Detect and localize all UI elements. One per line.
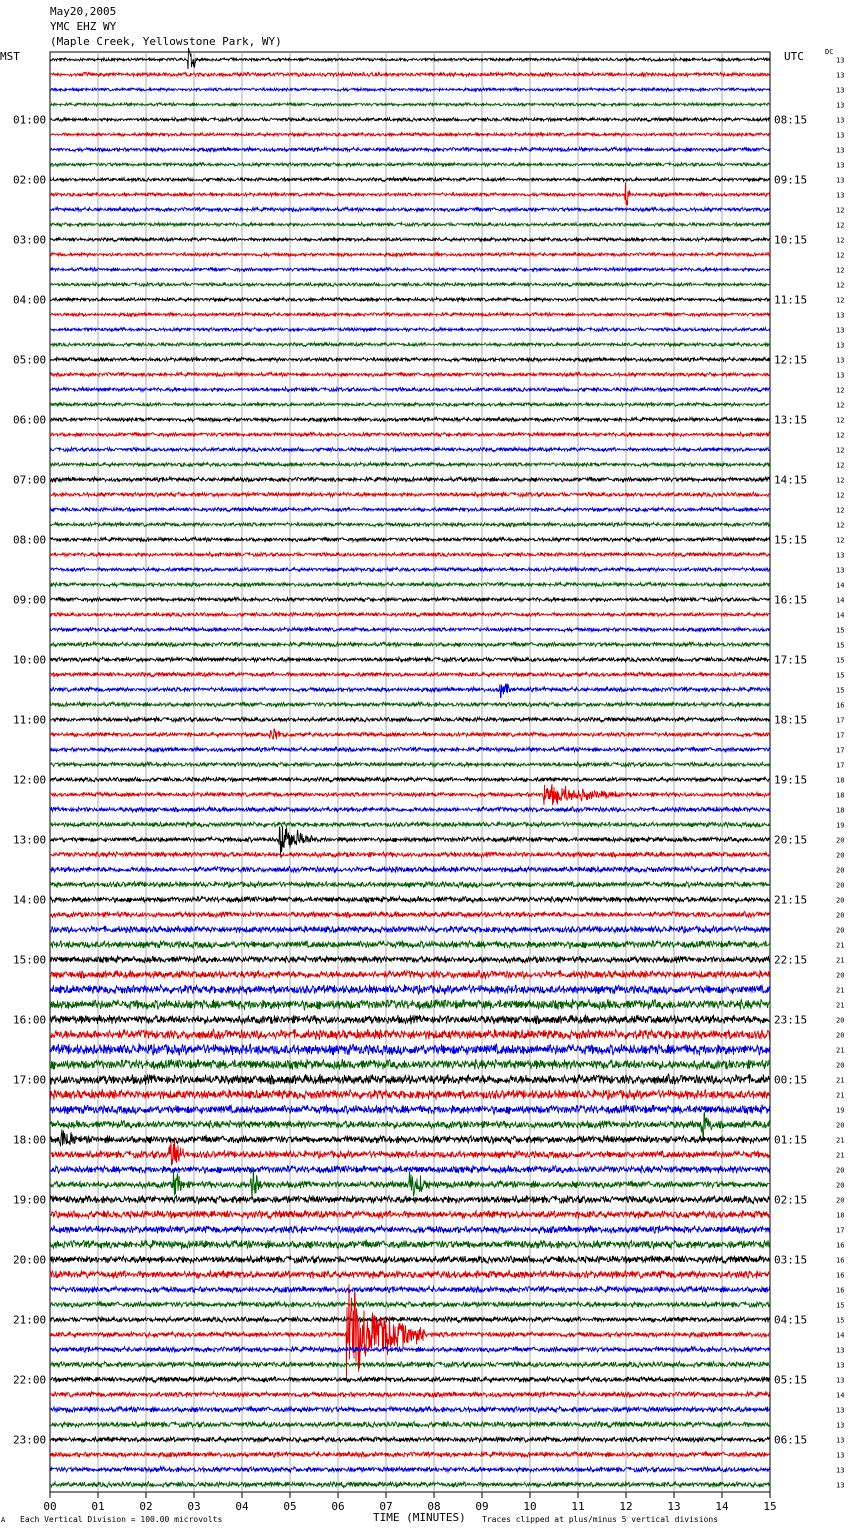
x-tick-label: 04 xyxy=(235,1500,249,1513)
right-hour-label: 11:15 xyxy=(774,293,808,307)
trace-row-22 xyxy=(50,387,770,391)
x-tick-label: 15 xyxy=(763,1500,777,1513)
trace-row-68 xyxy=(50,1074,770,1085)
x-axis-title: TIME (MINUTES) xyxy=(373,1511,466,1524)
dc-offset-label: 15 xyxy=(836,641,845,650)
right-hour-label: 16:15 xyxy=(774,593,808,607)
trace-row-56 xyxy=(50,897,770,903)
dc-offset-label: 13 xyxy=(836,146,845,155)
dc-offset-label: 15 xyxy=(836,626,845,635)
dc-offset-label: 12 xyxy=(836,416,845,425)
trace-row-53 xyxy=(50,852,770,858)
left-hour-label: 19:00 xyxy=(13,1193,47,1207)
station-location: (Maple Creek, Yellowstone Park, WY) xyxy=(50,35,282,48)
left-hour-label: 12:00 xyxy=(13,773,47,787)
trace-row-14 xyxy=(50,268,770,272)
trace-row-67 xyxy=(50,1059,770,1069)
dc-offset-label: 21 xyxy=(836,1151,845,1160)
dc-offset-label: 12 xyxy=(836,206,845,215)
dc-offset-label: 13 xyxy=(836,371,845,380)
dc-offset-label: 13 xyxy=(836,1436,845,1445)
dc-offset-label: 13 xyxy=(836,1376,845,1385)
dc-offset-label: 18 xyxy=(836,1211,845,1220)
trace-row-87 xyxy=(50,1361,770,1367)
dc-offset-label: 14 xyxy=(836,596,845,605)
trace-row-78 xyxy=(50,1225,770,1233)
dc-offset-label: 17 xyxy=(836,1226,845,1235)
clip-note: Traces clipped at plus/minus 5 vertical divisions xyxy=(482,1515,719,1524)
trace-row-90 xyxy=(50,1406,770,1412)
trace-row-39 xyxy=(50,642,770,647)
station-code: YMC EHZ WY xyxy=(50,20,117,33)
dc-offset-label: 19 xyxy=(836,1106,845,1115)
left-hour-label: 22:00 xyxy=(13,1373,47,1387)
dc-offset-label: 20 xyxy=(836,866,845,875)
trace-row-26 xyxy=(50,447,770,451)
dc-offset-label: 13 xyxy=(836,551,845,560)
dc-offset-label: 16 xyxy=(836,1286,845,1295)
dc-offset-label: 20 xyxy=(836,1121,845,1130)
dc-offset-label: 13 xyxy=(836,1406,845,1415)
dc-offset-label: 20 xyxy=(836,1031,845,1040)
dc-offset-label: 13 xyxy=(836,566,845,575)
trace-row-15 xyxy=(50,283,770,287)
left-hour-label: 17:00 xyxy=(13,1073,47,1087)
trace-row-82 xyxy=(50,1286,770,1293)
dc-offset-label: 12 xyxy=(836,506,845,515)
trace-row-76 xyxy=(50,1195,770,1203)
dc-offset-label: 16 xyxy=(836,701,845,710)
trace-row-23 xyxy=(50,403,770,407)
trace-row-57 xyxy=(50,911,770,917)
x-tick-label: 09 xyxy=(475,1500,489,1513)
x-tick-label: 13 xyxy=(667,1500,681,1513)
left-hour-label: 18:00 xyxy=(13,1133,47,1147)
left-hour-label: 06:00 xyxy=(13,413,47,427)
trace-row-45 xyxy=(50,729,770,739)
dc-offset-label: 18 xyxy=(836,776,845,785)
left-hour-label: 03:00 xyxy=(13,233,47,247)
dc-offset-label: 15 xyxy=(836,1316,845,1325)
dc-offset-label: 20 xyxy=(836,851,845,860)
trace-row-30 xyxy=(50,507,770,511)
right-hour-label: 04:15 xyxy=(774,1313,808,1327)
trace-row-51 xyxy=(50,822,770,827)
trace-row-60 xyxy=(50,956,770,963)
x-tick-label: 06 xyxy=(331,1500,345,1513)
dc-offset-label: 12 xyxy=(836,386,845,395)
trace-row-46 xyxy=(50,747,770,752)
right-hour-label: 14:15 xyxy=(774,473,808,487)
trace-row-9 xyxy=(50,182,770,205)
trace-row-4 xyxy=(50,118,770,122)
right-hour-label: 22:15 xyxy=(774,953,808,967)
trace-row-32 xyxy=(50,537,770,541)
x-tick-label: 01 xyxy=(91,1500,105,1513)
trace-row-13 xyxy=(50,253,770,257)
trace-row-20 xyxy=(50,357,770,361)
trace-row-28 xyxy=(50,477,770,482)
right-hour-label: 15:15 xyxy=(774,533,808,547)
trace-row-27 xyxy=(50,462,770,466)
trace-row-3 xyxy=(50,103,770,106)
dc-offset-label: 21 xyxy=(836,1076,845,1085)
dc-offset-label: 12 xyxy=(836,431,845,440)
trace-row-77 xyxy=(50,1210,770,1218)
left-hour-label: 08:00 xyxy=(13,533,47,547)
dc-offset-label: 12 xyxy=(836,266,845,275)
trace-row-80 xyxy=(50,1256,770,1264)
right-hour-label: 13:15 xyxy=(774,413,808,427)
dc-offset-label: 18 xyxy=(836,791,845,800)
trace-row-55 xyxy=(50,882,770,888)
trace-row-48 xyxy=(50,777,770,782)
dc-offset-label: 15 xyxy=(836,671,845,680)
dc-offset-label: 12 xyxy=(836,461,845,470)
dc-offset-label: 17 xyxy=(836,731,845,740)
dc-offset-label: 20 xyxy=(836,836,845,845)
dc-offset-label: 17 xyxy=(836,716,845,725)
dc-offset-label: 13 xyxy=(836,191,845,200)
left-hour-label: 01:00 xyxy=(13,113,47,127)
trace-row-54 xyxy=(50,866,770,872)
x-tick-label: 10 xyxy=(523,1500,537,1513)
trace-row-8 xyxy=(50,178,770,182)
dc-offset-label: 14 xyxy=(836,581,845,590)
trace-row-64 xyxy=(50,1015,770,1025)
left-hour-label: 15:00 xyxy=(13,953,47,967)
trace-row-16 xyxy=(50,298,770,302)
trace-row-12 xyxy=(50,238,770,242)
right-hour-label: 10:15 xyxy=(774,233,808,247)
left-hour-label: 20:00 xyxy=(13,1253,47,1267)
left-hour-label: 21:00 xyxy=(13,1313,47,1327)
trace-row-19 xyxy=(50,343,770,347)
right-hour-label: 05:15 xyxy=(774,1373,808,1387)
trace-row-91 xyxy=(50,1421,770,1427)
right-hour-label: 01:15 xyxy=(774,1133,808,1147)
trace-row-35 xyxy=(50,582,770,586)
trace-row-92 xyxy=(50,1437,770,1443)
dc-offset-label: 12 xyxy=(836,536,845,545)
left-hour-label: 10:00 xyxy=(13,653,47,667)
trace-row-44 xyxy=(50,717,770,722)
dc-offset-label: 12 xyxy=(836,296,845,305)
trace-row-81 xyxy=(50,1270,770,1278)
left-hour-label: 04:00 xyxy=(13,293,47,307)
dc-offset-label: 13 xyxy=(836,1466,845,1475)
trace-row-58 xyxy=(50,926,770,933)
dc-offset-label: 13 xyxy=(836,1421,845,1430)
dc-offset-label: 20 xyxy=(836,911,845,920)
trace-row-31 xyxy=(50,522,770,526)
dc-column-label: DC xyxy=(825,48,834,56)
right-hour-label: 09:15 xyxy=(774,173,808,187)
trace-row-47 xyxy=(50,762,770,767)
x-tick-label: 07 xyxy=(379,1500,393,1513)
dc-offset-label: 15 xyxy=(836,1301,845,1310)
dc-offset-label: 21 xyxy=(836,1091,845,1100)
dc-offset-label: 20 xyxy=(836,1166,845,1175)
dc-offset-label: 13 xyxy=(836,1346,845,1355)
trace-row-38 xyxy=(50,627,770,631)
right-hour-label: 19:15 xyxy=(774,773,808,787)
dc-offset-label: 12 xyxy=(836,401,845,410)
dc-offset-label: 12 xyxy=(836,251,845,260)
dc-offset-label: 13 xyxy=(836,176,845,185)
trace-row-88 xyxy=(50,1377,770,1383)
dc-offset-label: 20 xyxy=(836,881,845,890)
dc-offset-label: 14 xyxy=(836,611,845,620)
trace-row-89 xyxy=(50,1392,770,1398)
trace-row-95 xyxy=(50,1482,770,1488)
dc-offset-label: 20 xyxy=(836,1061,845,1070)
trace-row-33 xyxy=(50,552,770,556)
trace-row-0 xyxy=(50,48,770,69)
dc-offset-label: 13 xyxy=(836,116,845,125)
dc-offset-label: 18 xyxy=(836,806,845,815)
dc-offset-label: 20 xyxy=(836,1196,845,1205)
trace-row-7 xyxy=(50,163,770,167)
dc-offset-label: 12 xyxy=(836,521,845,530)
dc-offset-label: 12 xyxy=(836,476,845,485)
dc-offset-label: 16 xyxy=(836,1241,845,1250)
trace-row-43 xyxy=(50,702,770,707)
dc-offset-label: 16 xyxy=(836,1271,845,1280)
trace-row-10 xyxy=(50,207,770,211)
dc-offset-label: 13 xyxy=(836,161,845,170)
dc-offset-label: 13 xyxy=(836,326,845,335)
dc-offset-label: 15 xyxy=(836,686,845,695)
left-hour-label: 07:00 xyxy=(13,473,47,487)
dc-offset-label: 13 xyxy=(836,1451,845,1460)
dc-offset-label: 13 xyxy=(836,101,845,110)
dc-offset-label: 14 xyxy=(836,1391,845,1400)
dc-offset-label: 20 xyxy=(836,1016,845,1025)
left-hour-label: 14:00 xyxy=(13,893,47,907)
dc-offset-label: 20 xyxy=(836,896,845,905)
dc-offset-label: 21 xyxy=(836,1001,845,1010)
dc-offset-label: 19 xyxy=(836,821,845,830)
dc-offset-label: 21 xyxy=(836,986,845,995)
x-tick-label: 05 xyxy=(283,1500,297,1513)
dc-offset-label: 21 xyxy=(836,1136,845,1145)
dc-offset-label: 13 xyxy=(836,341,845,350)
dc-offset-label: 17 xyxy=(836,761,845,770)
dc-offset-label: 13 xyxy=(836,311,845,320)
trace-row-2 xyxy=(50,88,770,91)
left-hour-label: 09:00 xyxy=(13,593,47,607)
dc-offset-label: 12 xyxy=(836,491,845,500)
dc-offset-label: 21 xyxy=(836,956,845,965)
trace-row-11 xyxy=(50,223,770,227)
record-date: May20,2005 xyxy=(50,5,117,18)
trace-row-61 xyxy=(50,970,770,978)
trace-row-79 xyxy=(50,1240,770,1249)
trace-row-34 xyxy=(50,567,770,571)
trace-row-72 xyxy=(50,1129,770,1146)
dc-offset-label: 12 xyxy=(836,236,845,245)
trace-row-40 xyxy=(50,657,770,662)
dc-offset-label: 12 xyxy=(836,221,845,230)
dc-offset-label: 21 xyxy=(836,1046,845,1055)
trace-row-50 xyxy=(50,807,770,812)
left-hour-label: 02:00 xyxy=(13,173,47,187)
x-tick-label: 02 xyxy=(139,1500,153,1513)
trace-row-1 xyxy=(50,72,770,76)
x-tick-label: 11 xyxy=(571,1500,585,1513)
trace-row-59 xyxy=(50,941,770,949)
dc-offset-label: 12 xyxy=(836,281,845,290)
right-hour-label: 17:15 xyxy=(774,653,808,667)
dc-offset-label: 13 xyxy=(836,131,845,140)
trace-row-86 xyxy=(50,1347,770,1353)
dc-offset-label: 20 xyxy=(836,926,845,935)
trace-row-94 xyxy=(50,1467,770,1473)
trace-row-63 xyxy=(50,999,770,1010)
right-hour-label: 21:15 xyxy=(774,893,808,907)
left-hour-label: 23:00 xyxy=(13,1433,47,1447)
dc-offset-label: 12 xyxy=(836,446,845,455)
dc-offset-label: 20 xyxy=(836,971,845,980)
trace-row-6 xyxy=(50,147,770,151)
dc-offset-label: 13 xyxy=(836,1361,845,1370)
trace-row-83 xyxy=(50,1301,770,1307)
trace-row-42 xyxy=(50,683,770,697)
scale-mark: A xyxy=(1,1516,6,1524)
left-timezone-label: MST xyxy=(0,50,20,63)
dc-offset-label: 17 xyxy=(836,746,845,755)
dc-offset-label: 13 xyxy=(836,1481,845,1490)
trace-row-41 xyxy=(50,672,770,677)
dc-offset-label: 14 xyxy=(836,1331,845,1340)
trace-row-93 xyxy=(50,1452,770,1458)
right-hour-label: 23:15 xyxy=(774,1013,808,1027)
right-hour-label: 12:15 xyxy=(774,353,808,367)
trace-row-71 xyxy=(50,1113,770,1139)
trace-row-5 xyxy=(50,133,770,137)
x-tick-label: 03 xyxy=(187,1500,201,1513)
dc-offset-label: 16 xyxy=(836,1256,845,1265)
vertical-scale-note: Each Vertical Division = 100.00 microvolts xyxy=(20,1515,223,1524)
trace-row-36 xyxy=(50,597,770,601)
trace-row-37 xyxy=(50,612,770,616)
trace-row-62 xyxy=(50,985,770,994)
trace-row-21 xyxy=(50,372,770,376)
trace-row-65 xyxy=(50,1029,770,1040)
trace-row-74 xyxy=(50,1166,770,1174)
right-hour-label: 02:15 xyxy=(774,1193,808,1207)
trace-row-69 xyxy=(50,1090,770,1100)
trace-row-17 xyxy=(50,313,770,317)
dc-offset-label: 15 xyxy=(836,656,845,665)
dc-offset-label: 20 xyxy=(836,1181,845,1190)
dc-offset-label: 13 xyxy=(836,71,845,80)
trace-row-75 xyxy=(50,1167,770,1200)
right-hour-label: 08:15 xyxy=(774,113,808,127)
dc-offset-label: 13 xyxy=(836,86,845,95)
right-hour-label: 20:15 xyxy=(774,833,808,847)
right-hour-label: 03:15 xyxy=(774,1253,808,1267)
x-tick-label: 00 xyxy=(43,1500,57,1513)
trace-row-70 xyxy=(50,1105,770,1114)
trace-row-49 xyxy=(50,784,770,805)
left-hour-label: 05:00 xyxy=(13,353,47,367)
right-hour-label: 00:15 xyxy=(774,1073,808,1087)
trace-row-52 xyxy=(50,826,770,855)
trace-row-84 xyxy=(50,1317,770,1323)
right-hour-label: 06:15 xyxy=(774,1433,808,1447)
dc-offset-label: 13 xyxy=(836,356,845,365)
x-tick-label: 08 xyxy=(427,1500,441,1513)
right-timezone-label: UTC xyxy=(784,50,804,63)
x-tick-label: 14 xyxy=(715,1500,729,1513)
left-hour-label: 11:00 xyxy=(13,713,47,727)
trace-row-29 xyxy=(50,492,770,497)
dc-offset-label: 21 xyxy=(836,941,845,950)
right-hour-label: 18:15 xyxy=(774,713,808,727)
left-hour-label: 13:00 xyxy=(13,833,47,847)
trace-row-25 xyxy=(50,432,770,436)
left-hour-label: 16:00 xyxy=(13,1013,47,1027)
trace-row-66 xyxy=(50,1044,770,1056)
trace-row-18 xyxy=(50,328,770,332)
x-tick-label: 12 xyxy=(619,1500,633,1513)
trace-row-24 xyxy=(50,417,770,421)
dc-offset-label: 13 xyxy=(836,56,845,65)
